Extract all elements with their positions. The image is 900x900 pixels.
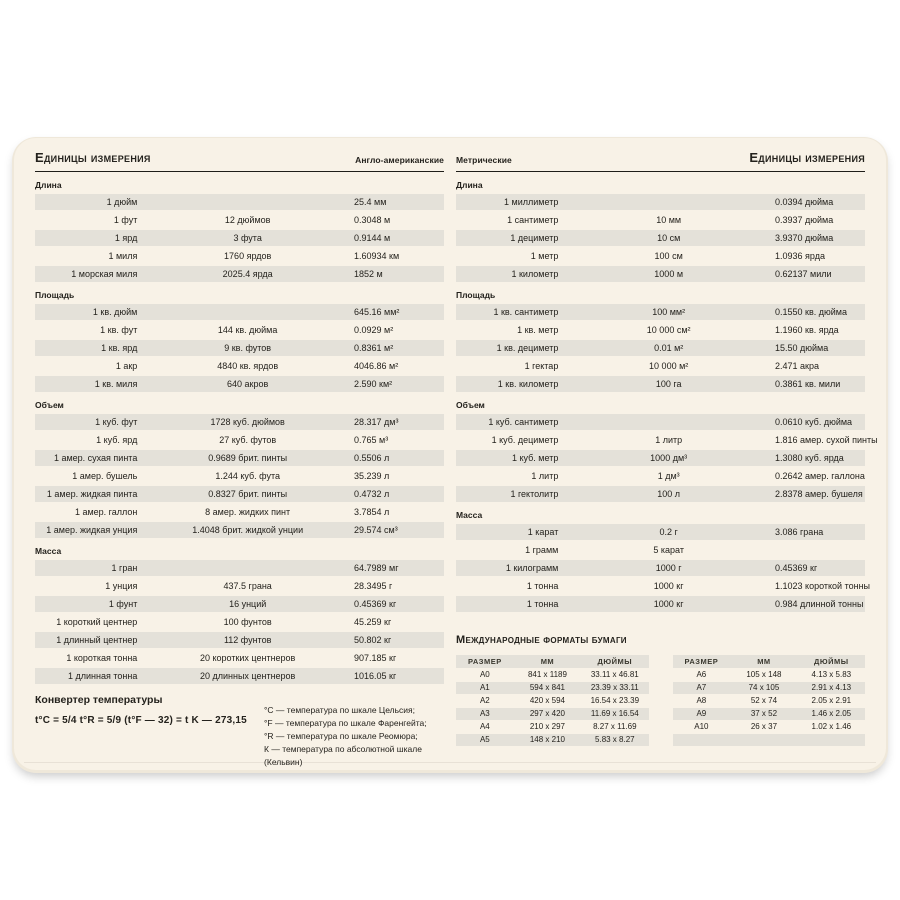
unit-value: 50.802 кг [354,635,392,645]
unit-row [456,560,865,576]
col-header-size: РАЗМЕР [684,656,719,666]
format-name: A8 [696,696,707,705]
format-name: A1 [479,683,490,692]
unit-row [35,522,444,538]
unit-name: 1 кв. дециметр [496,343,559,353]
unit-table [35,414,444,538]
format-mm: 594 x 841 [529,683,565,692]
temperature-legend-item: К — температура по абсолютной шкале (Кельвин) [264,744,422,767]
unit-row [456,304,865,320]
unit-value: 907.185 кг [354,653,397,663]
format-name: A5 [479,735,490,744]
unit-row [35,596,444,612]
format-name: A6 [696,670,707,679]
format-mm: 420 x 594 [529,696,565,705]
unit-row [35,578,444,594]
unit-value: 28.3495 г [354,581,393,591]
section-area-metric [456,290,865,392]
left-page [35,150,444,767]
right-page-subtitle: Метрические [456,155,512,165]
unit-value: 2.590 км² [354,379,393,389]
unit-name: 1 кв. километр [497,379,559,389]
unit-equivalent: 1.4048 брит. жидкой унции [192,525,304,535]
unit-equivalent: 10 000 м² [649,361,689,371]
unit-table [456,304,865,392]
right-page-header [456,150,865,172]
section-length-metric [456,180,865,282]
unit-table [35,194,444,282]
paper-format-row [673,682,866,694]
unit-value: 0.4732 л [354,489,390,499]
unit-equivalent: 27 куб. футов [219,435,277,445]
unit-equivalent: 1000 дм³ [650,453,688,463]
unit-value: 1.60934 км [354,251,400,261]
unit-row [35,322,444,338]
unit-row [456,450,865,466]
paper-table-a6-a10 [673,655,866,747]
left-page-header [35,150,444,172]
section-volume-metric [456,400,878,502]
unit-name: 1 амер. сухая пинта [53,453,138,463]
unit-value: 0.2642 амер. галлона [775,471,865,481]
col-header-size: РАЗМЕР [468,656,502,666]
unit-name: 1 амер. бушель [72,471,138,481]
unit-name: 1 метр [530,251,559,261]
unit-value: 0.5506 л [354,453,390,463]
unit-row [456,266,865,282]
unit-name: 1 кв. метр [517,325,559,335]
unit-row [456,212,865,228]
unit-equivalent: 1000 кг [653,599,684,609]
format-name: A3 [479,709,490,718]
temperature-formula-block [35,694,264,769]
unit-name: 1 тонна [526,599,559,609]
temperature-title: Конвертер температуры [35,694,163,706]
unit-value: 1.816 амер. сухой пинты [775,435,878,445]
unit-equivalent: 10 мм [656,215,682,225]
unit-value: 35.239 л [354,471,390,481]
temperature-legend-item: °R — температура по шкале Реомюра; [264,731,418,741]
right-page [456,150,878,758]
unit-name: 1 карат [527,527,559,537]
paper-format-row [673,695,866,707]
section-label: Объем [35,400,64,410]
unit-name: 1 куб. сантиметр [488,417,559,427]
unit-row [35,632,444,648]
unit-equivalent: 20 коротких центнеров [199,653,296,663]
unit-name: 1 морская миля [71,269,138,279]
unit-equivalent: 144 кв. дюйма [217,325,278,335]
unit-name: 1 кв. фут [100,325,138,335]
section-mass-anglo [35,546,444,684]
format-mm: 148 x 210 [529,735,565,744]
unit-value: 1.1960 кв. ярда [775,325,839,335]
format-name: A10 [694,722,709,731]
format-name: A0 [479,670,490,679]
unit-row [456,596,865,612]
format-name: A9 [696,709,707,718]
unit-row [456,358,865,374]
unit-name: 1 миллиметр [504,197,559,207]
unit-value: 0.45369 кг [354,599,397,609]
unit-row [35,212,444,228]
unit-name: 1 дюйм [106,197,138,207]
unit-row [456,414,865,430]
unit-equivalent: 0.2 г [659,527,678,537]
col-header-inches: ДЮЙМЫ [814,656,849,666]
unit-row [35,650,444,666]
unit-row [35,450,444,466]
unit-equivalent: 1000 кг [653,581,684,591]
unit-value: 0.3937 дюйма [775,215,834,225]
unit-value: 4046.86 м² [354,361,399,371]
unit-name: 1 амер. жидкая пинта [46,489,138,499]
unit-row [456,248,865,264]
unit-equivalent: 640 акров [227,379,269,389]
unit-value: 0.9144 м [354,233,391,243]
unit-name: 1 куб. фут [95,417,138,427]
unit-row [456,376,865,392]
unit-row [456,578,871,594]
format-mm: 841 x 1189 [527,670,567,679]
unit-equivalent: 100 мм² [652,307,686,317]
unit-equivalent: 1760 ярдов [224,251,272,261]
temperature-legend [264,694,444,769]
paper-format-row [456,734,649,746]
unit-equivalent: 1000 м [654,269,684,279]
unit-row [35,468,444,484]
paper-format-row [456,669,649,681]
format-inches: 23.39 x 33.11 [590,683,639,692]
unit-name: 1 кв. миля [94,379,138,389]
format-mm: 52 x 74 [750,696,778,705]
unit-value: 0.1550 кв. дюйма [775,307,847,317]
format-inches: 16.54 x 23.39 [590,696,640,705]
unit-row [35,266,444,282]
unit-row [456,542,865,558]
unit-name: 1 ярд [114,233,138,243]
section-label: Площадь [35,290,75,300]
section-area-anglo [35,290,444,392]
format-name: A2 [479,696,490,705]
col-header-mm: ММ [757,656,771,666]
unit-value: 1.0936 ярда [775,251,825,261]
unit-row [35,504,444,520]
unit-name: 1 гектар [524,361,559,371]
unit-table [35,560,444,684]
unit-value: 64.7989 мг [354,563,399,573]
unit-row [35,340,444,356]
unit-name: 1 куб. ярд [96,435,138,445]
unit-name: 1 короткая тонна [66,653,138,663]
unit-name: 1 длинный центнер [56,635,138,645]
unit-equivalent: 1 литр [655,435,683,445]
unit-value: 1.1023 короткой тонны [775,581,871,591]
unit-value: 0.0394 дюйма [775,197,834,207]
unit-table [456,414,878,502]
format-inches: 33.11 x 46.81 [590,670,639,679]
unit-value: 29.574 см³ [354,525,398,535]
unit-row [35,248,444,264]
unit-row [456,322,865,338]
unit-value: 1.3080 куб. ярда [775,453,844,463]
col-header-inches: ДЮЙМЫ [597,656,633,666]
format-mm: 74 x 105 [748,683,780,692]
format-mm: 26 x 37 [750,722,778,731]
unit-equivalent: 100 л [657,489,681,499]
unit-row [456,468,865,484]
unit-row [35,376,444,392]
unit-equivalent: 0.9689 брит. пинты [208,453,288,463]
unit-equivalent: 0.01 м² [654,343,684,353]
unit-row [456,340,865,356]
format-inches: 2.05 x 2.91 [811,696,852,705]
paper-table-header [456,655,649,668]
unit-value: 0.62137 мили [775,269,832,279]
unit-value: 0.3048 м [354,215,391,225]
paper-format-row [456,695,649,707]
unit-name: 1 фунт [108,599,138,609]
unit-value: 0.984 длинной тонны [775,599,864,609]
format-mm: 297 x 420 [529,709,565,718]
unit-value: 0.3861 кв. мили [775,379,841,389]
temperature-legend-item: °F — температура по шкале Фаренгейта; [264,718,427,728]
unit-equivalent: 100 см [654,251,683,261]
unit-equivalent: 100 фунтов [223,617,272,627]
unit-row [456,524,865,540]
unit-equivalent: 16 унций [229,599,267,609]
unit-equivalent: 437.5 грана [223,581,272,591]
paper-format-row [673,734,866,746]
paper-table-a0-a5 [456,655,649,747]
unit-value: 45.259 кг [354,617,392,627]
unit-row [35,230,444,246]
right-page-title: Единицы измерения [749,150,865,165]
left-page-title: Единицы измерения [35,150,151,165]
paper-format-row [456,721,649,733]
paper-format-row [673,721,866,733]
temperature-formula: t°C = 5/4 t°R = 5/9 (t°F — 32) = t K — 273,15 [35,715,247,726]
unit-name: 1 сантиметр [507,215,559,225]
unit-row [456,230,865,246]
unit-equivalent: 0.8327 брит. пинты [208,489,288,499]
unit-name: 1 грамм [525,545,559,555]
unit-row [456,194,865,210]
unit-name: 1 амер. жидкая унция [46,525,138,535]
unit-row [456,432,878,448]
paper-formats [456,634,865,747]
unit-row [35,432,444,448]
unit-name: 1 фут [113,215,138,225]
unit-value: 3.7854 л [354,507,390,517]
unit-equivalent: 112 фунтов [223,635,272,645]
unit-name: 1 дециметр [510,233,559,243]
unit-row [35,486,444,502]
unit-name: 1 амер. галлон [74,507,138,517]
format-inches: 1.02 x 1.46 [811,722,852,731]
unit-equivalent: 10 см [657,233,681,243]
unit-value: 15.50 дюйма [775,343,829,353]
unit-name: 1 куб. метр [512,453,559,463]
section-mass-metric [456,510,871,612]
unit-value: 3.086 грана [775,527,824,537]
unit-name: 1 миля [108,251,138,261]
unit-equivalent: 8 амер. жидких пинт [205,507,291,517]
format-inches: 4.13 x 5.83 [811,670,852,679]
unit-row [35,194,444,210]
unit-value: 0.765 м³ [354,435,389,445]
unit-value: 2.8378 амер. бушеля [775,489,863,499]
unit-row [456,486,865,502]
format-inches: 8.27 x 11.69 [593,722,637,731]
format-inches: 11.69 x 16.54 [590,709,639,718]
section-label: Масса [35,546,62,556]
paper-table-body [456,669,649,746]
unit-value: 28.317 дм³ [354,417,399,427]
format-name: A4 [479,722,490,731]
unit-value: 3.9370 дюйма [775,233,834,243]
planner-reference-page [14,138,886,770]
two-page-spread [14,138,886,770]
unit-name: 1 короткий центнер [56,617,138,627]
unit-name: 1 гран [111,563,138,573]
unit-name: 1 кв. сантиметр [493,307,559,317]
section-label: Длина [456,180,483,190]
paper-format-row [456,682,649,694]
paper-format-row [456,708,649,720]
unit-value: 1852 м [354,269,383,279]
unit-equivalent: 20 длинных центнеров [199,671,296,681]
unit-name: 1 кв. ярд [101,343,138,353]
unit-equivalent: 9 кв. футов [224,343,272,353]
unit-value: 0.0610 куб. дюйма [775,417,853,427]
unit-value: 0.0929 м² [354,325,394,335]
paper-table-header [673,655,866,668]
temperature-legend-item: °C — температура по шкале Цельсия; [264,705,415,715]
unit-equivalent: 100 га [655,379,682,389]
left-page-subtitle: Англо-американские [355,155,444,165]
unit-table [35,304,444,392]
section-label: Длина [35,180,62,190]
unit-equivalent: 10 000 см² [646,325,691,335]
section-label: Объем [456,400,485,410]
unit-value: 645.16 мм² [354,307,400,317]
unit-name: 1 унция [105,581,138,591]
unit-value: 1016.05 кг [354,671,397,681]
unit-table [456,524,871,612]
section-label: Площадь [456,290,496,300]
format-inches: 1.46 x 2.05 [811,709,852,718]
unit-equivalent: 1000 г [655,563,682,573]
unit-equivalent: 1 дм³ [657,471,680,481]
unit-equivalent: 4840 кв. ярдов [217,361,279,371]
unit-equivalent: 1.244 куб. фута [215,471,280,481]
unit-equivalent: 1728 куб. дюймов [210,417,285,427]
unit-name: 1 куб. дециметр [491,435,559,445]
unit-table [456,194,865,282]
unit-name: 1 гектолитр [510,489,559,499]
unit-name: 1 длинная тонна [68,671,138,681]
format-inches: 2.91 x 4.13 [811,683,852,692]
section-label: Масса [456,510,483,520]
section-length-anglo [35,180,444,282]
format-mm: 105 x 148 [746,670,782,679]
unit-equivalent: 5 карат [653,545,684,555]
unit-row [35,614,444,630]
section-volume-anglo [35,400,444,538]
paper-format-row [673,708,866,720]
unit-name: 1 тонна [526,581,559,591]
unit-value: 2.471 акра [775,361,819,371]
unit-name: 1 акр [115,361,138,371]
unit-row [35,358,444,374]
unit-value: 0.8361 м² [354,343,394,353]
unit-name: 1 кв. дюйм [92,307,138,317]
unit-equivalent: 2025.4 ярда [222,269,273,279]
temperature-converter [35,694,444,769]
unit-equivalent: 12 дюймов [224,215,271,225]
unit-value: 25.4 мм [354,197,387,207]
unit-row [35,414,444,430]
unit-name: 1 килограмм [505,563,559,573]
format-mm: 37 x 52 [750,709,778,718]
unit-name: 1 литр [531,471,559,481]
paper-format-row [673,669,866,681]
unit-name: 1 километр [511,269,559,279]
paper-formats-tables [456,655,865,747]
paper-formats-title: Международные форматы бумаги [456,634,627,646]
unit-row [35,304,444,320]
paper-table-body [673,669,866,746]
format-name: A7 [696,683,707,692]
unit-equivalent: 3 фута [233,233,262,243]
format-mm: 210 x 297 [529,722,565,731]
unit-row [35,668,444,684]
unit-value: 0.45369 кг [775,563,818,573]
format-inches: 5.83 x 8.27 [595,735,635,744]
unit-row [35,560,444,576]
col-header-mm: ММ [540,656,555,666]
